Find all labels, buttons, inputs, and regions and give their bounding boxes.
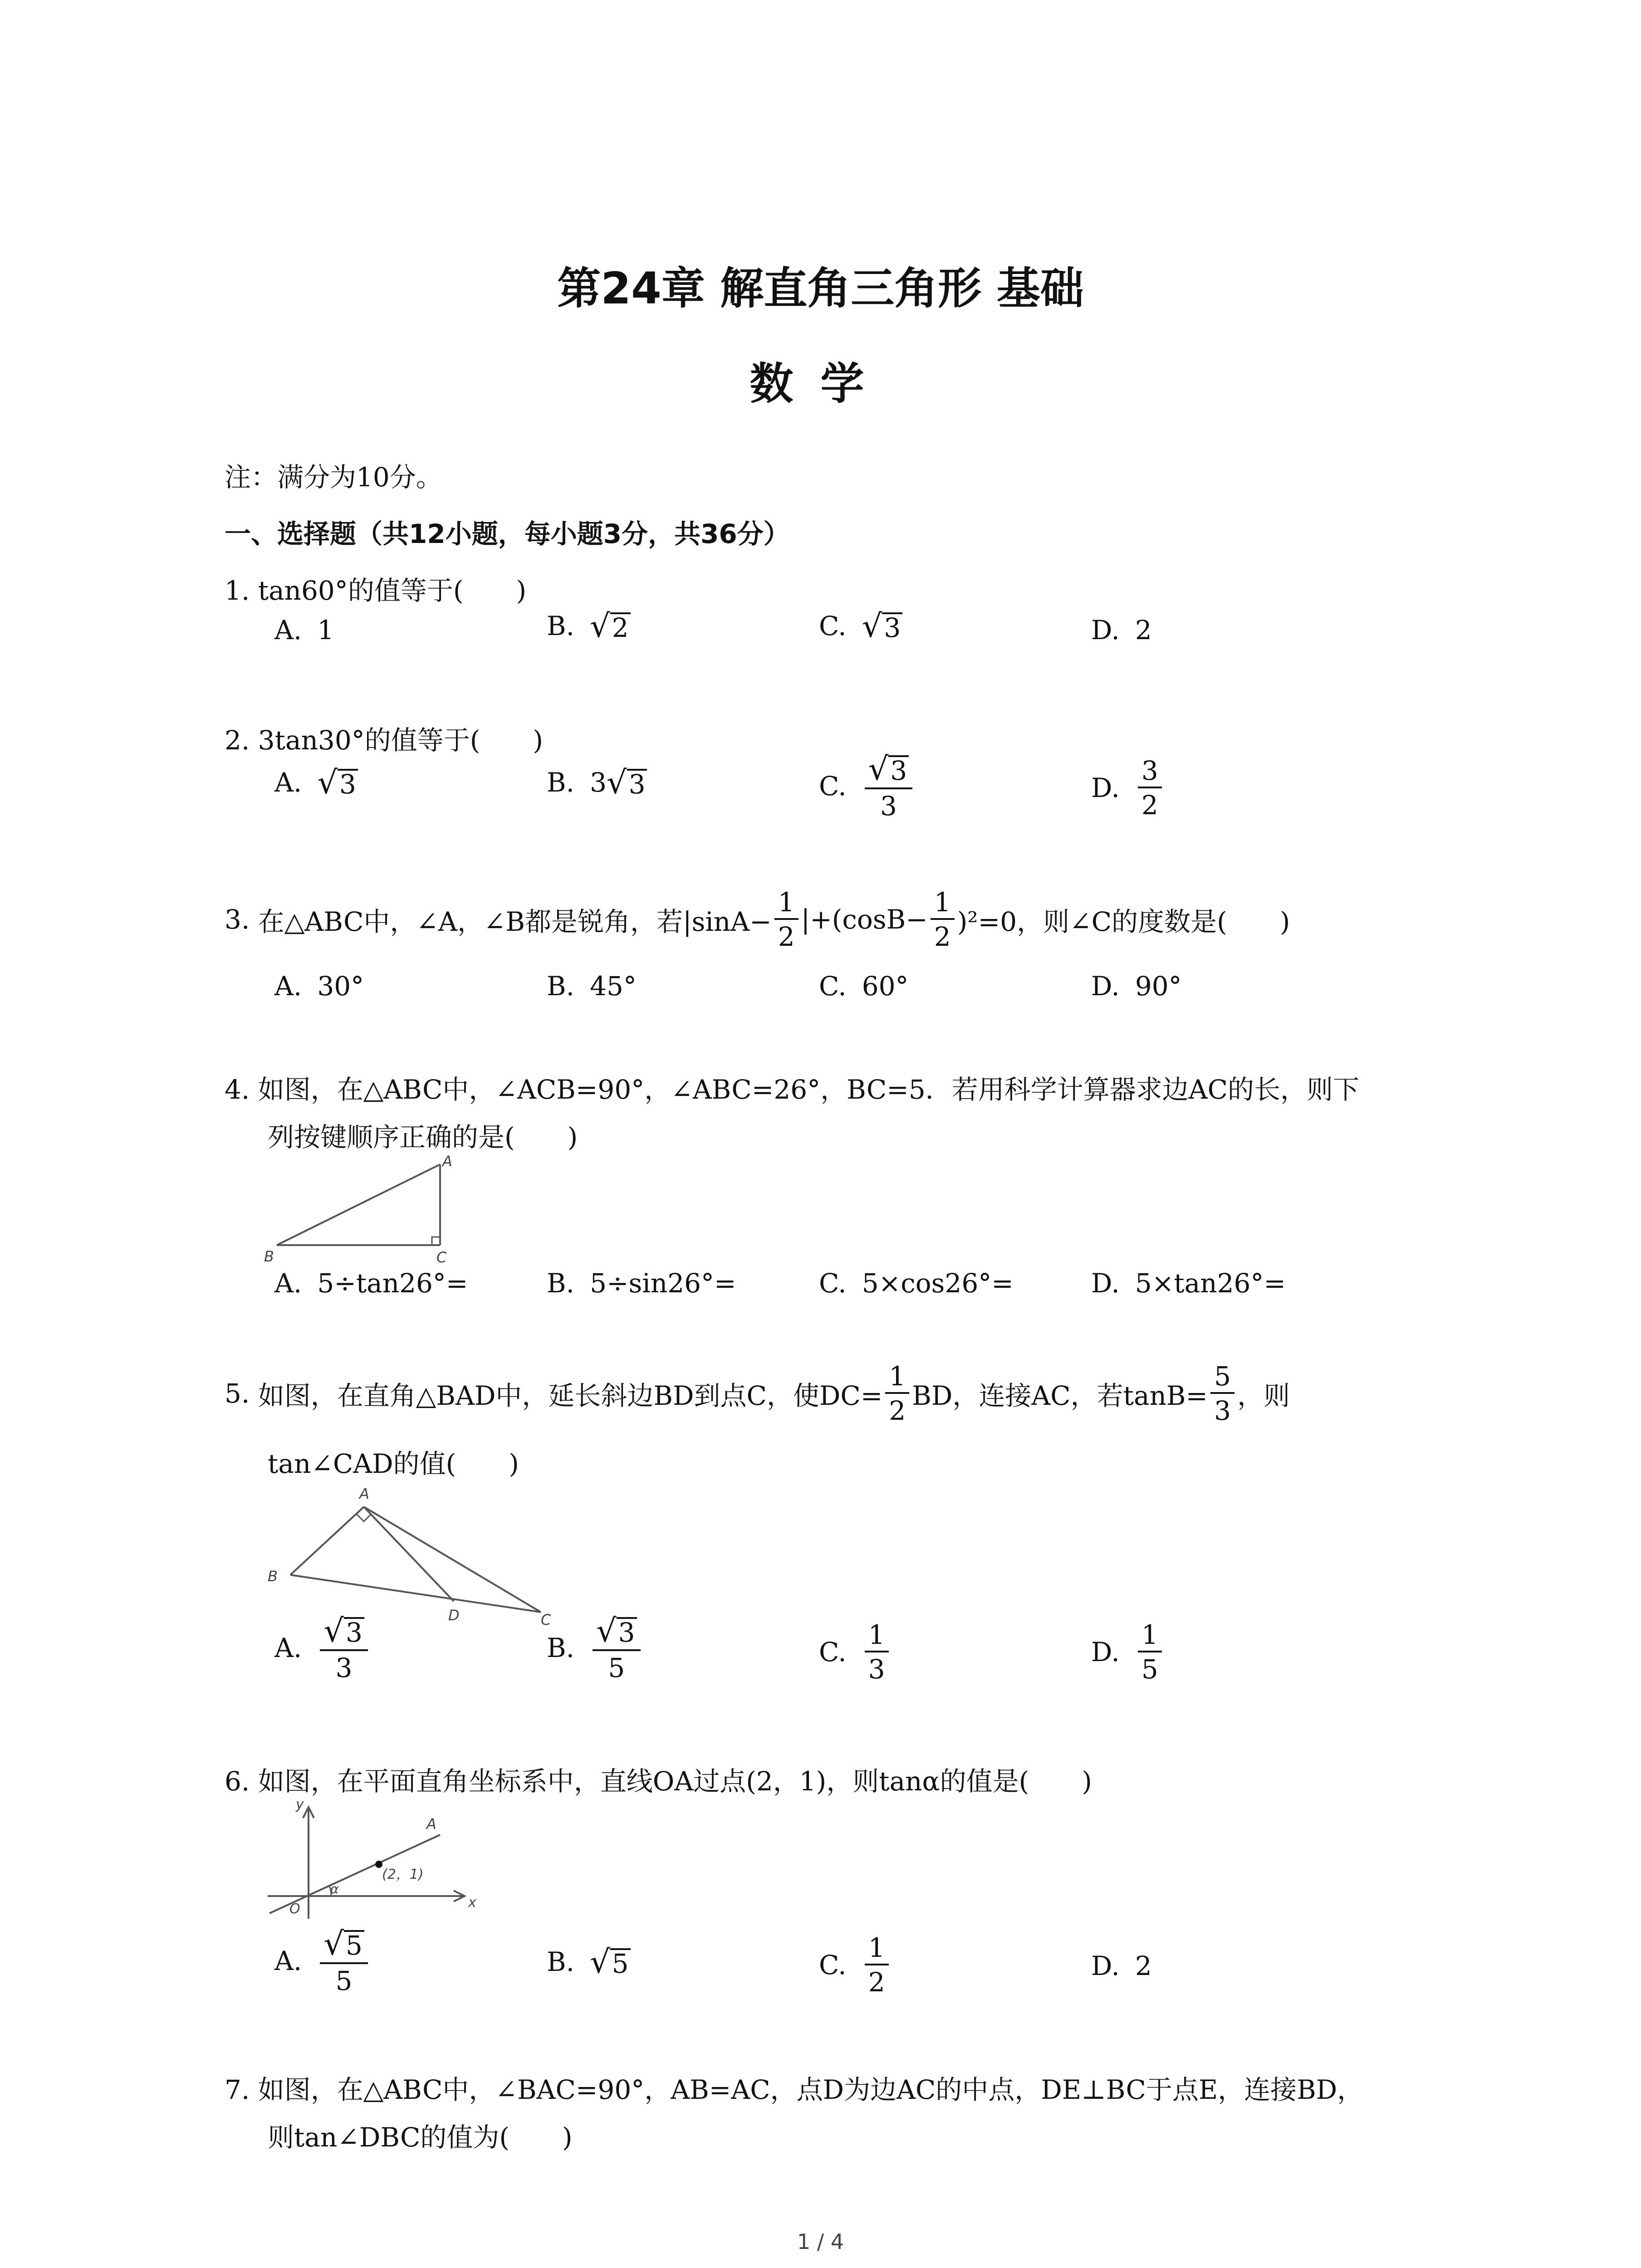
label-x: x xyxy=(468,1895,476,1911)
question-5-stem-line1: 5. 如图，在直角△BAD中，延长斜边BD到点C，使DC= $\frac{1}{2}$ BD，连接AC，若tanB= $\frac{5}{3}$ ，则 xyxy=(225,1361,1290,1426)
q4-option-b[interactable]: B. 5÷sin26°= xyxy=(547,1268,736,1299)
score-note: 注：满分为10分。 xyxy=(225,462,442,493)
q3-option-d[interactable]: D. 90° xyxy=(1091,971,1182,1002)
q5-option-c[interactable]: C. $\frac{1}{3}$ xyxy=(819,1622,892,1682)
question-7-stem-line1: 7. 如图，在△ABC中，∠BAC=90°，AB=AC，点D为边AC的中点，DE⊥BC于点E，连接BD， xyxy=(225,2074,1364,2105)
label-c: C xyxy=(436,1249,447,1266)
q2-option-d[interactable]: D. $\frac{3}{2}$ xyxy=(1091,758,1165,818)
q2-option-a[interactable]: A. √ 3 xyxy=(274,767,358,798)
side-ab xyxy=(277,1164,440,1245)
label-point: (2，1) xyxy=(382,1867,424,1882)
page-number: 1 / 4 xyxy=(797,2229,844,2254)
right-angle-mark xyxy=(357,1514,371,1521)
fraction: √ 3 3 xyxy=(865,753,913,819)
label-a: A xyxy=(426,1815,436,1833)
fraction: √ 3 3 xyxy=(320,1615,368,1681)
page-title: 第24章 解直角三角形 基础 xyxy=(557,263,1084,314)
q4-option-a[interactable]: A. 5÷tan26°= xyxy=(274,1268,468,1299)
side-ba xyxy=(290,1507,364,1575)
fraction: $\frac{1}{2}$ xyxy=(885,1363,909,1424)
q5-option-a[interactable]: A. √ 3 3 xyxy=(274,1615,371,1681)
q5-triangle-figure xyxy=(259,1479,576,1628)
q6-option-d[interactable]: D. 2 xyxy=(1091,1950,1152,1981)
sqrt-symbol: √ 2 xyxy=(590,610,631,642)
question-3-stem: 3. 在△ABC中，∠A，∠B都是锐角，若|sinA− $\frac{1}{2}$ |+(cosB− $\frac{1}{2}$ )²=0，则∠C的度数是( ) xyxy=(225,887,1290,952)
fraction: $\frac{1}{5}$ xyxy=(1138,1622,1162,1682)
q1-option-a[interactable]: A. 1 xyxy=(274,615,334,645)
label-a: A xyxy=(442,1154,452,1170)
q3-option-c[interactable]: C. 60° xyxy=(819,971,909,1002)
sqrt-symbol: √ 5 xyxy=(590,1946,631,1978)
fraction: √ 3 5 xyxy=(593,1615,641,1681)
fraction: $\frac{3}{2}$ xyxy=(1138,758,1162,818)
question-7-stem-line2: 则tan∠DBC的值为( ) xyxy=(268,2122,573,2153)
page-subtitle: 数学 xyxy=(749,358,892,409)
fraction: $\frac{1}{2}$ xyxy=(774,889,798,950)
question-5-stem-line2: tan∠CAD的值( ) xyxy=(268,1448,519,1479)
label-b: B xyxy=(264,1248,274,1265)
section-heading: 一、选择题（共12小题，每小题3分，共36分） xyxy=(225,518,790,549)
fraction: $\frac{5}{3}$ xyxy=(1210,1363,1234,1424)
q5-option-b[interactable]: B. √ 3 5 xyxy=(547,1615,643,1681)
q5-option-d[interactable]: D. $\frac{1}{5}$ xyxy=(1091,1622,1165,1682)
label-y: y xyxy=(296,1797,304,1813)
fraction: √ 5 5 xyxy=(320,1928,368,1994)
label-a: A xyxy=(359,1485,369,1502)
label-d: D xyxy=(448,1607,460,1624)
q2-option-b[interactable]: B. 3 √ 3 xyxy=(547,767,647,798)
fraction: $\frac{1}{3}$ xyxy=(865,1622,889,1682)
q6-option-a[interactable]: A. √ 5 5 xyxy=(274,1928,371,1994)
side-ac xyxy=(364,1507,541,1612)
q1-option-d[interactable]: D. 2 xyxy=(1091,615,1152,645)
q3-option-b[interactable]: B. 45° xyxy=(547,971,637,1002)
right-angle-mark xyxy=(432,1237,440,1245)
question-4-stem-line1: 4. 如图，在△ABC中，∠ACB=90°，∠ABC=26°，BC=5．若用科学计算器求边AC的长，则下 xyxy=(225,1074,1360,1105)
question-4-stem-line2: 列按键顺序正确的是( ) xyxy=(268,1122,578,1153)
sqrt-symbol: √ 3 xyxy=(607,767,647,798)
q4-option-c[interactable]: C. 5×cos26°= xyxy=(819,1268,1014,1299)
q6-coordinate-figure xyxy=(263,1796,499,1928)
label-o: O xyxy=(289,1901,300,1917)
q1-option-b[interactable]: B. √ 2 xyxy=(547,610,631,642)
label-c: C xyxy=(541,1611,551,1628)
fraction: $\frac{1}{2}$ xyxy=(931,889,955,950)
label-b: B xyxy=(268,1568,278,1585)
point-2-1 xyxy=(375,1861,382,1868)
q6-option-b[interactable]: B. √ 5 xyxy=(547,1946,631,1978)
fraction: $\frac{1}{2}$ xyxy=(865,1935,889,1995)
q4-triangle-figure xyxy=(259,1154,467,1268)
sqrt-symbol: √ 3 xyxy=(317,767,358,798)
q4-option-d[interactable]: D. 5×tan26°= xyxy=(1091,1268,1286,1299)
side-bc xyxy=(290,1575,541,1612)
q6-option-c[interactable]: C. $\frac{1}{2}$ xyxy=(819,1935,892,1995)
question-6-stem: 6. 如图，在平面直角坐标系中，直线OA过点(2，1)，则tanα的值是( ) xyxy=(225,1766,1092,1797)
q3-option-a[interactable]: A. 30° xyxy=(274,971,364,1002)
q1-option-c[interactable]: C. √ 3 xyxy=(819,610,902,642)
label-alpha: α xyxy=(330,1882,339,1897)
sqrt-symbol: √ 3 xyxy=(862,610,903,642)
question-1-stem: 1. tan60°的值等于( ) xyxy=(225,575,527,606)
q2-option-c[interactable]: C. √ 3 3 xyxy=(819,753,915,819)
question-2-stem: 2. 3tan30°的值等于( ) xyxy=(225,725,543,756)
